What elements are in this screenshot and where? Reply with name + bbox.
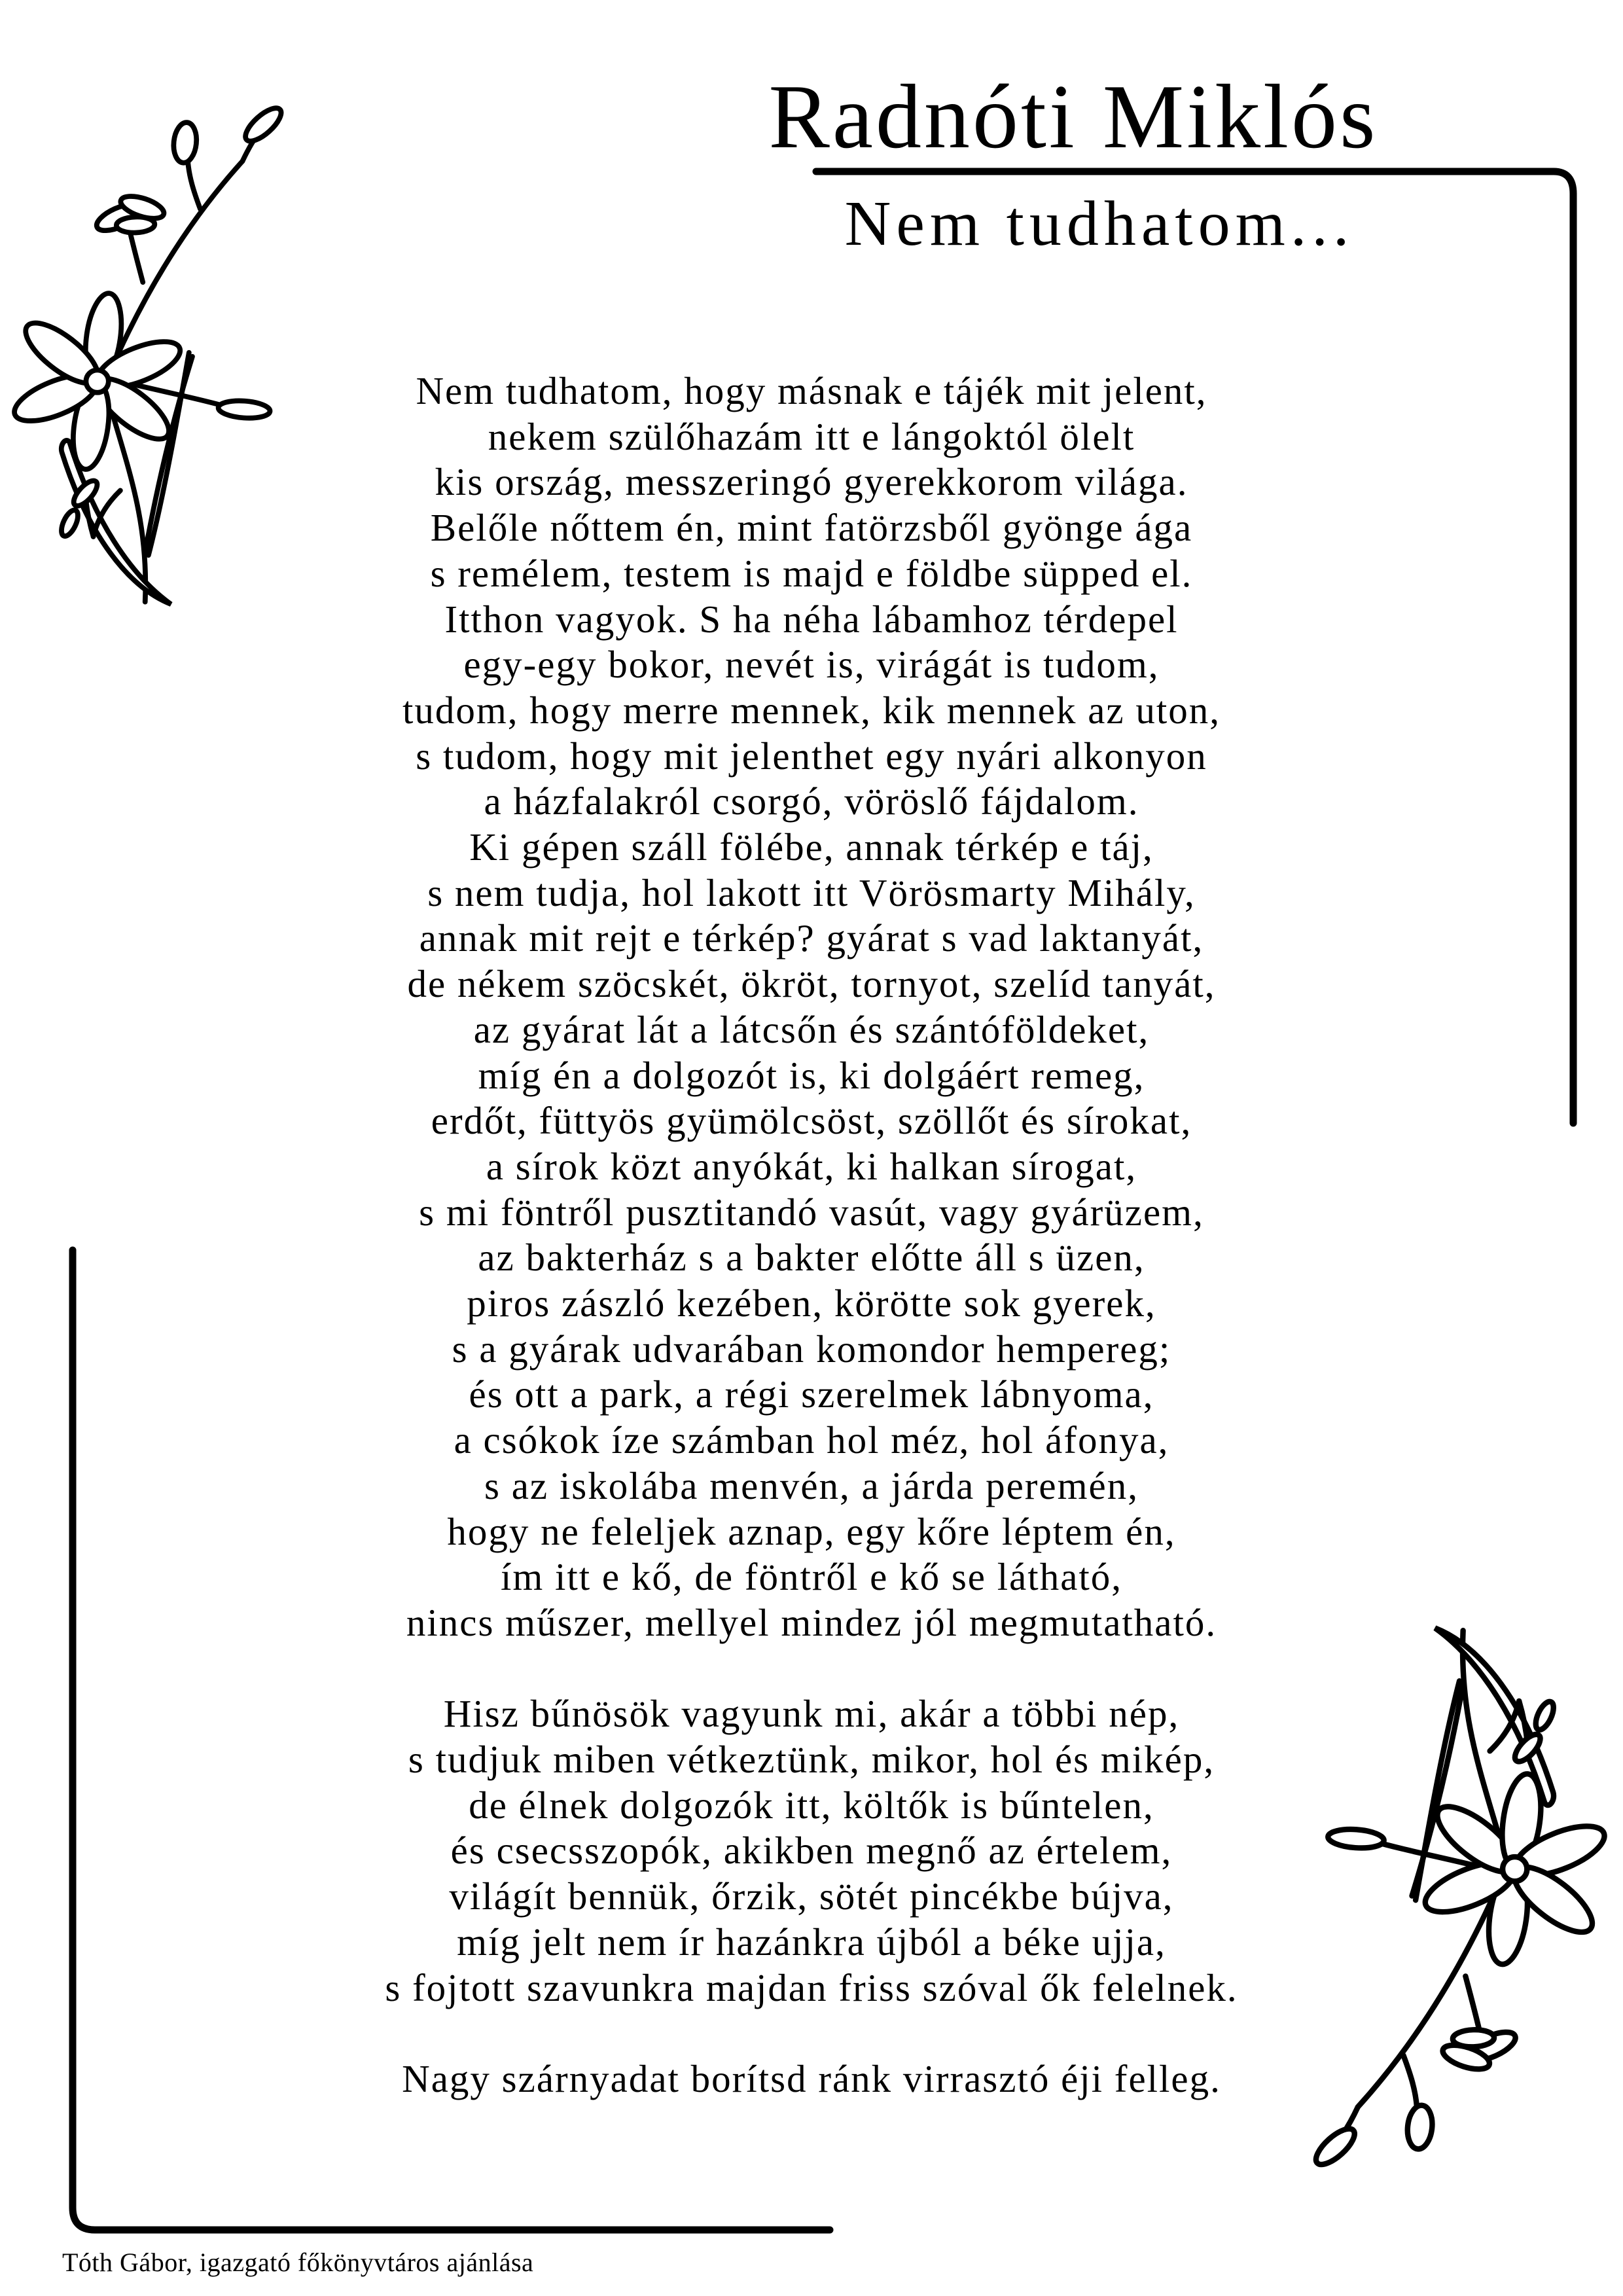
poem-title: Nem tudhatom... [844, 188, 1355, 259]
poem-line: a sírok közt anyókát, ki halkan sírogat, [486, 1144, 1137, 1188]
poem-line: és ott a park, a régi szerelmek lábnyoma, [469, 1372, 1154, 1416]
poem-line: nincs műszer, mellyel mindez jól megmutatható. [406, 1600, 1217, 1644]
poem-line: erdőt, füttyös gyümölcsöst, szöllőt és sírokat, [431, 1099, 1192, 1143]
poem-line: Nem tudhatom, hogy másnak e tájék mit jelent, [416, 369, 1207, 412]
poem-line: míg jelt nem ír hazánkra újból a béke ujja, [457, 1920, 1166, 1964]
poem-line: világít bennük, őrzik, sötét pincékbe bújva, [449, 1874, 1174, 1918]
poem-line: míg én a dolgozót is, ki dolgáért remeg, [478, 1053, 1145, 1097]
poem-line: s mi föntről pusztitandó vasút, vagy gyárüzem, [419, 1190, 1204, 1234]
poem-line: egy-egy bokor, nevét is, virágát is tudom, [463, 643, 1160, 687]
poem-line: Itthon vagyok. S ha néha lábamhoz térdepel [444, 597, 1179, 641]
poem-line: Belőle nőttem én, mint fatörzsből gyönge ága [430, 506, 1193, 550]
poem-line: nekem szülőhazám itt e lángoktól ölelt [488, 414, 1135, 458]
poem-line: az gyárat lát a látcsőn és szántóföldeket, [473, 1007, 1150, 1051]
poem-line: s tudom, hogy mit jelenthet egy nyári alkonyon [416, 734, 1207, 778]
poem-line: s fojtott szavunkra majdan friss szóval ők felelnek. [385, 1965, 1238, 2009]
author-name: Radnóti Miklós [768, 66, 1378, 168]
poem-line: és csecsszopók, akikben megnő az értelem, [450, 1829, 1173, 1873]
stanza-break [157, 1646, 1466, 1692]
poem-line: s a gyárak udvarában komondor hempereg; [452, 1327, 1171, 1371]
poem-line: tudom, hogy merre mennek, kik mennek az uton, [402, 688, 1221, 732]
stanza-break [157, 2011, 1466, 2056]
poem-line: Nagy szárnyadat borítsd ránk virrasztó éji felleg. [402, 2056, 1221, 2100]
poem-line: az bakterház s a bakter előtte áll s üzen, [478, 1236, 1145, 1280]
poem-line: a házfalakról csorgó, vöröslő fájdalom. [484, 780, 1139, 823]
poem-line: s tudjuk miben vétkeztünk, mikor, hol és mikép, [408, 1738, 1215, 1782]
poem-line: de élnek dolgozók itt, költők is bűntelen, [469, 1783, 1154, 1827]
poem-line: Hisz bűnösök vagyunk mi, akár a többi nép, [443, 1692, 1180, 1736]
poem-body [157, 368, 1466, 2102]
recommendation-caption: Tóth Gábor, igazgató főkönyvtáros ajánlása [62, 2248, 534, 2277]
poem-line: a csókok íze számban hol méz, hol áfonya, [454, 1418, 1169, 1462]
poem-line: s az iskolába menvén, a járda peremén, [484, 1463, 1139, 1507]
poem-line: de nékem szöcskét, ökröt, tornyot, szelíd tanyát, [407, 962, 1216, 1006]
poem-line: s remélem, testem is majd e földbe süpped el. [430, 551, 1193, 595]
poem-line: s nem tudja, hol lakott itt Vörösmarty Mihály, [427, 870, 1196, 914]
poem-line: Ki gépen száll fölébe, annak térkép e táj, [469, 825, 1154, 869]
poem-line: ím itt e kő, de föntről e kő se látható, [500, 1555, 1123, 1599]
poem-line: annak mit rejt e térkép? gyárat s vad laktanyát, [419, 916, 1204, 960]
poem-line: piros zászló kezében, körötte sok gyerek, [467, 1282, 1156, 1325]
poem-line: hogy ne feleljek aznap, egy kőre léptem én, [447, 1509, 1176, 1553]
poem-line: kis ország, messzeringó gyerekkorom világa. [435, 460, 1188, 504]
